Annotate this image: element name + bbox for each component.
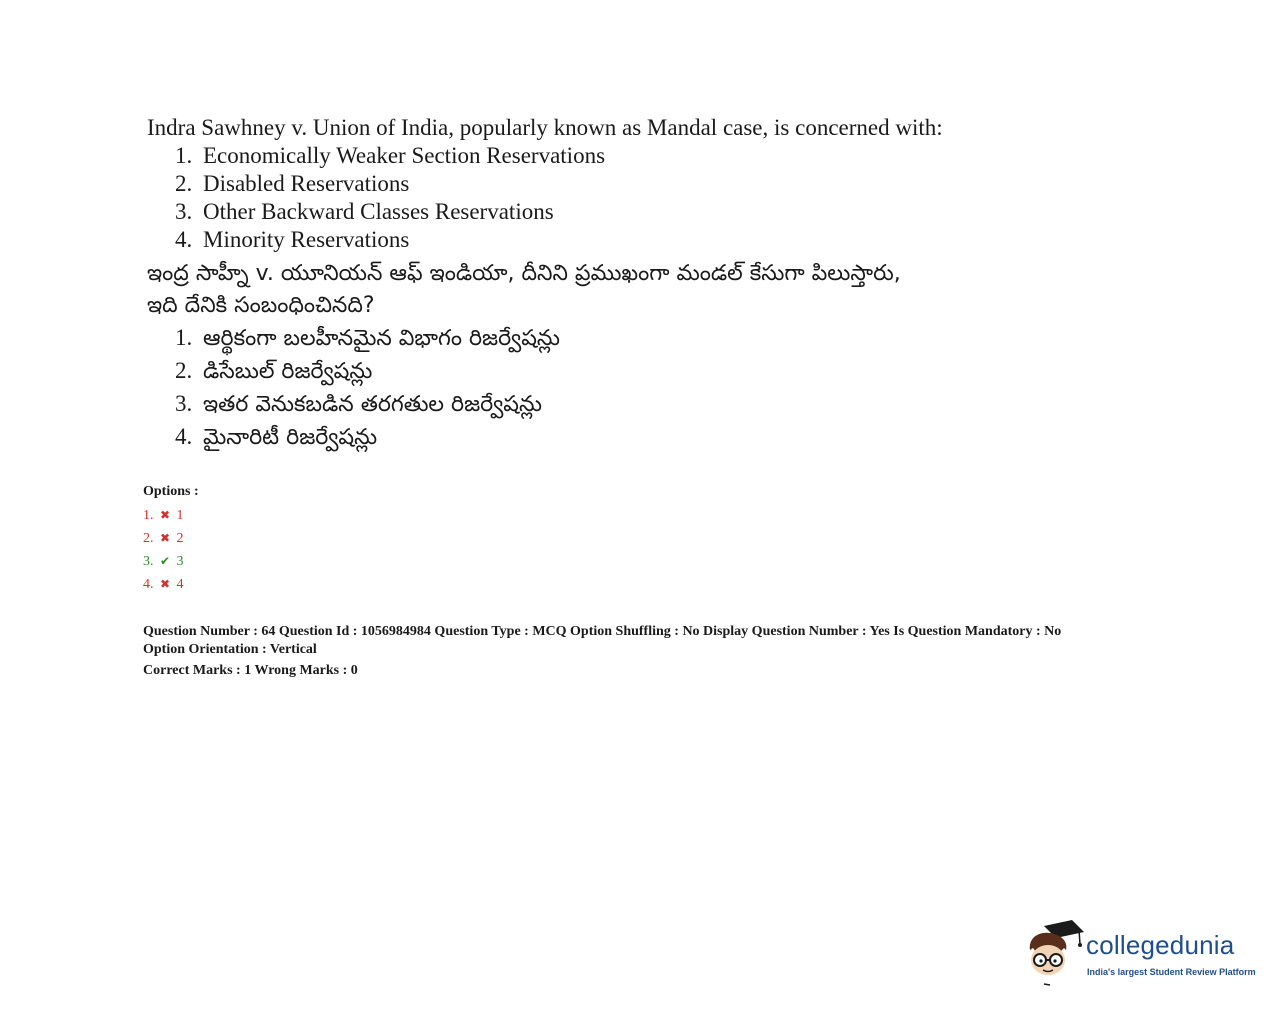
answer-value: 4 — [176, 577, 184, 592]
option-text: మైనారిటీ రిజర్వేషన్లు — [203, 425, 378, 450]
english-option — [147, 198, 1147, 226]
option-text: Minority Reservations — [203, 227, 410, 252]
option-text: Disabled Reservations — [203, 171, 410, 196]
answer-number: 4. — [143, 577, 154, 592]
question-block — [147, 114, 1147, 454]
question-telugu-line-1: ఇంద్ర సాహ్నీ v. యూనియన్ ఆఫ్ ఇండియా, దీనిని ప్రముఖంగా మండల్ కేసుగా పిలుస్తారు, — [147, 261, 901, 286]
collegedunia-logo — [1024, 918, 1254, 988]
options-heading: Options : — [143, 484, 199, 499]
english-option — [147, 170, 1147, 198]
cross-icon: ✖ — [159, 508, 171, 522]
option-number: 1. — [175, 325, 193, 350]
english-option — [147, 142, 1147, 170]
option-text: డిసేబుల్ రిజర్వేషన్లు — [203, 359, 373, 384]
answer-options — [143, 482, 199, 596]
question-text-telugu — [147, 258, 1147, 322]
option-number: 4. — [175, 424, 193, 449]
option-number: 3. — [175, 391, 193, 416]
check-icon: ✔ — [159, 554, 171, 568]
option-text: Other Backward Classes Reservations — [203, 199, 554, 224]
telugu-option — [147, 355, 1147, 388]
mascot-icon — [1024, 918, 1084, 988]
option-number: 4. — [175, 227, 193, 252]
option-text: Economically Weaker Section Reservations — [203, 143, 606, 168]
answer-value: 1 — [176, 508, 184, 523]
english-option-list — [147, 142, 1147, 254]
option-text: ఇతర వెనుకబడిన తరగతుల రిజర్వేషన్లు — [203, 392, 543, 417]
cross-icon: ✖ — [159, 577, 171, 591]
telugu-option — [147, 388, 1147, 421]
option-number: 3. — [175, 199, 193, 224]
cross-icon: ✖ — [159, 531, 171, 545]
brand-name: collegedunia — [1086, 930, 1235, 960]
english-option — [147, 226, 1147, 254]
question-meta-line-2: Option Orientation : Vertical — [143, 642, 317, 657]
answer-number: 1. — [143, 508, 154, 523]
question-text-english: Indra Sawhney v. Union of India, popularly known as Mandal case, is concerned with: — [147, 115, 943, 140]
telugu-option — [147, 421, 1147, 454]
answer-value: 3 — [176, 554, 184, 569]
option-number: 1. — [175, 143, 193, 168]
answer-number: 2. — [143, 531, 154, 546]
brand-tagline: India's largest Student Review Platform — [1087, 967, 1256, 977]
question-meta-line-1: Question Number : 64 Question Id : 1056984984 Question Type : MCQ Option Shuffling : No Display Question Number : Yes Is Question Mandatory : No — [143, 624, 1062, 639]
telugu-option-list — [147, 322, 1147, 454]
answer-number: 3. — [143, 554, 154, 569]
answer-option-2 — [143, 527, 199, 550]
answer-option-1 — [143, 504, 199, 527]
question-telugu-line-2: ఇది దేనికి సంబంధించినది? — [147, 293, 375, 318]
answer-option-3 — [143, 550, 199, 573]
option-number: 2. — [175, 171, 193, 196]
telugu-option — [147, 322, 1147, 355]
question-meta — [143, 623, 1173, 680]
answer-option-4 — [143, 573, 199, 596]
answer-value: 2 — [176, 531, 184, 546]
marks-info: Correct Marks : 1 Wrong Marks : 0 — [143, 663, 358, 678]
option-text: ఆర్థికంగా బలహీనమైన విభాగం రిజర్వేషన్లు — [203, 326, 560, 351]
option-number: 2. — [175, 358, 193, 383]
